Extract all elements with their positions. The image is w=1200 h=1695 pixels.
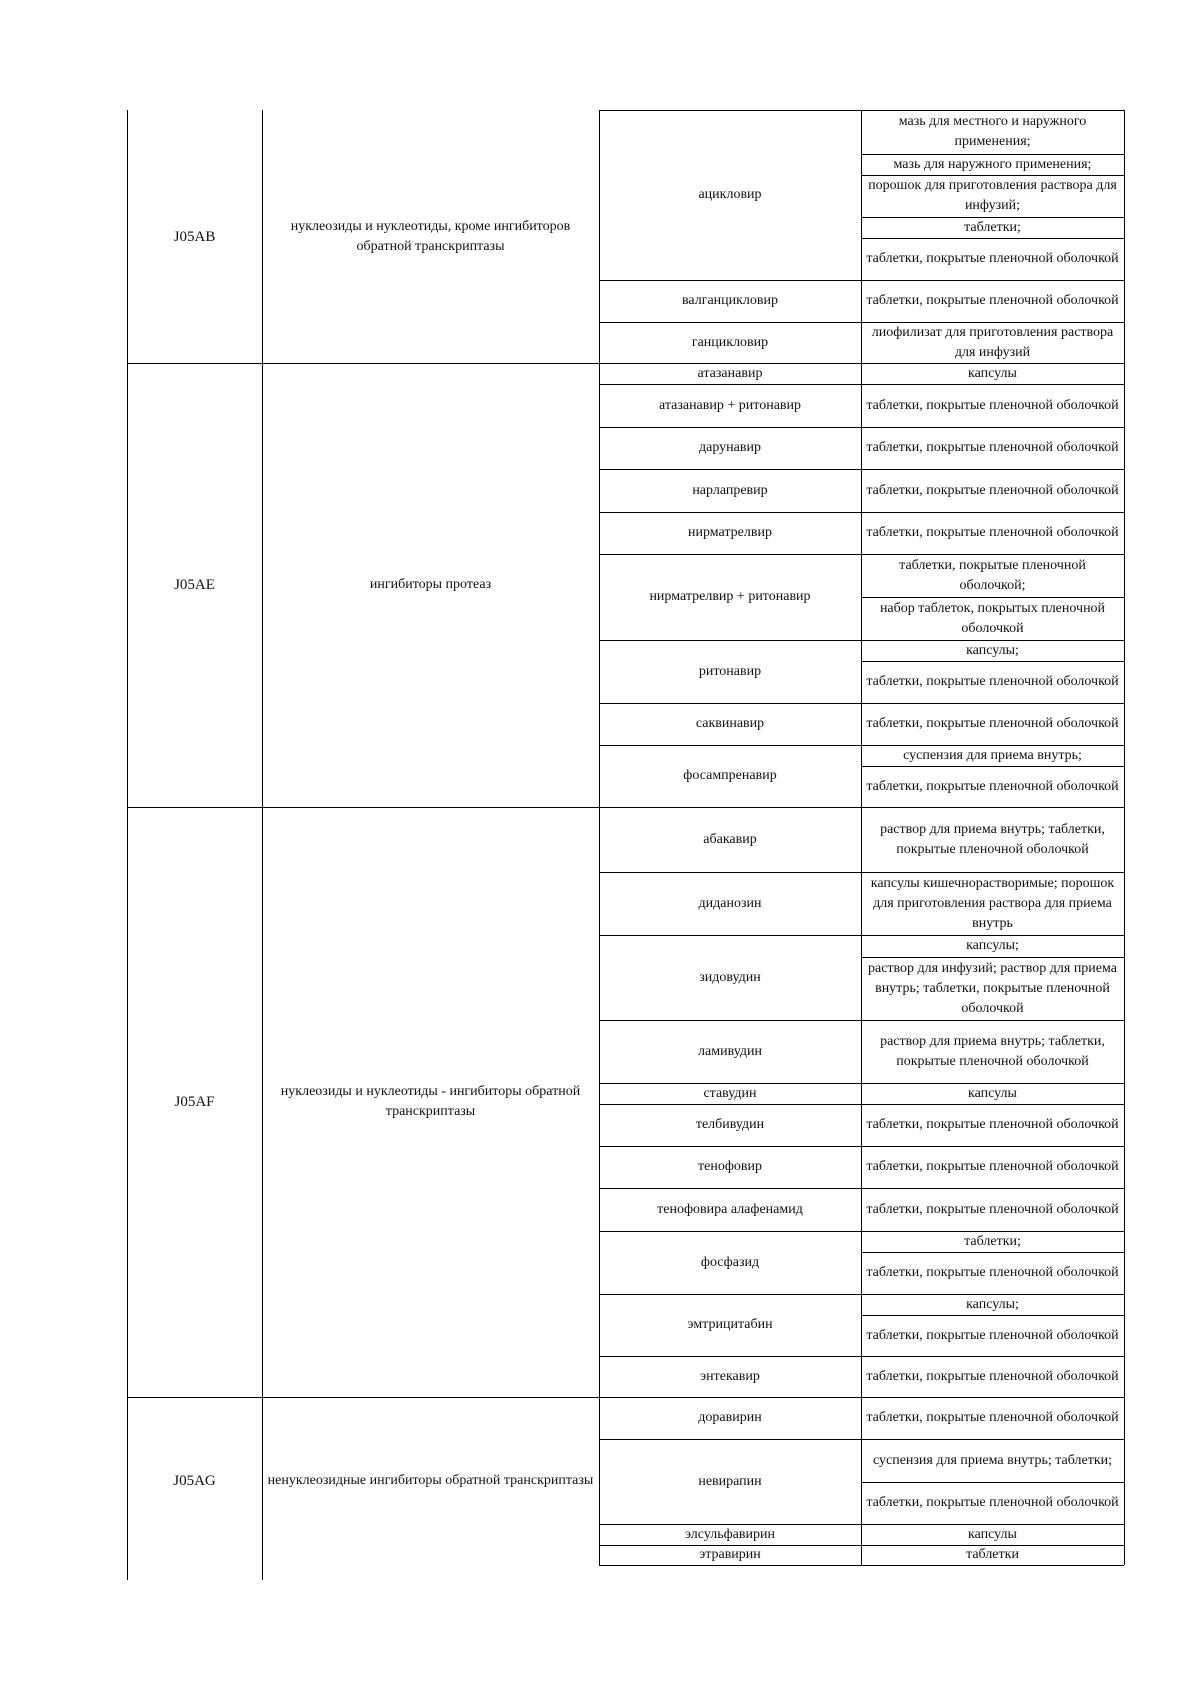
drug-name: нирматрелвир [688,525,772,540]
drug-name: атазанавир + ритонавир [658,397,802,413]
drug-name: телбивудин [695,1117,765,1132]
drug-name: энтекавир [700,1368,760,1384]
dosage-form: раствор для приема внутрь; таблетки, покрытые пленочной оболочкой [880,821,1105,857]
drug-name: фосампренавир [683,768,777,783]
drug-name: доравирин [698,1410,762,1425]
drug-name: эмтрицитабин [687,1317,773,1332]
atc-code: J05AE [174,577,215,593]
dosage-form: таблетки, покрытые пленочной оболочкой [866,525,1119,540]
dosage-form: мазь для наружного применения; [893,156,1092,172]
dosage-form: раствор для инфузий; раствор для приема внутрь; таблетки, покрытые пленочной оболочкой [867,960,1117,1016]
drug-name: дарунавир [699,440,761,455]
drug-name: ацикловир [698,187,762,202]
drug-name: саквинавир [695,716,765,731]
drug-name: валганцикловир [681,293,779,308]
dosage-form: таблетки; [964,219,1021,235]
dosage-form: раствор для приема внутрь; таблетки, покрытые пленочной оболочкой [880,1033,1105,1069]
dosage-form: капсулы [968,365,1017,381]
drug-name: фосфазид [700,1254,760,1270]
dosage-form: капсулы; [966,642,1019,658]
dosage-form: лиофилизат для приготовления раствора для инфузий [871,324,1114,360]
dosage-form: таблетки, покрытые пленочной оболочкой [866,1410,1119,1425]
dosage-form: суспензия для приема внутрь; таблетки; [872,1452,1113,1468]
dosage-form: порошок для приготовления раствора для инфузий; [868,178,1117,213]
dosage-form: таблетки, покрытые пленочной оболочкой [866,397,1119,413]
drug-name: нирматрелвир + ритонавир [649,589,811,604]
dosage-form: таблетки, покрытые пленочной оболочкой [866,293,1119,308]
drug-name: абакавир [703,831,757,847]
atc-group-name: ингибиторы протеаз [369,577,492,592]
dosage-form: таблетки, покрытые пленочной оболочкой [866,778,1119,794]
atc-group-name: нуклеозиды и нуклеотиды - ингибиторы обратной транскриптазы [280,1084,581,1119]
dosage-form: таблетки; [964,1233,1021,1249]
dosage-form: таблетки, покрытые пленочной оболочкой [866,1201,1119,1217]
dosage-form: таблетки, покрытые пленочной оболочкой [866,674,1119,689]
dosage-form: капсулы кишечнорастворимые; порошок для приготовления раствора для приема внутрь [870,875,1115,931]
dosage-form: таблетки, покрытые пленочной оболочкой; [899,557,1086,593]
drug-name: нарлапревир [692,482,768,498]
drug-name: атазанавир [697,365,763,381]
drug-name: ставудин [703,1085,757,1101]
dosage-form: набор таблеток, покрытых пленочной оболочкой [879,600,1106,636]
table-border [599,1565,1124,1566]
atc-code: J05AF [174,1094,215,1110]
dosage-form: таблетки, покрытые пленочной оболочкой [866,1327,1119,1343]
drug-name: невирапин [698,1473,762,1489]
dosage-form: таблетки, покрытые пленочной оболочкой [866,1117,1119,1132]
dosage-form: таблетки, покрытые пленочной оболочкой [866,440,1119,455]
dosage-form: таблетки, покрытые пленочной оболочкой [866,1159,1119,1174]
dosage-form: таблетки, покрытые пленочной оболочкой [866,482,1119,498]
drug-name: диданозин [698,895,762,911]
atc-group-name: ненуклеозидные ингибиторы обратной транскриптазы [267,1473,594,1488]
atc-code: J05AG [173,1473,216,1489]
dosage-form: таблетки [966,1547,1019,1562]
drug-name: ритонавир [698,663,762,679]
dosage-form: капсулы [968,1526,1017,1542]
drug-name: элсульфавирин [685,1526,775,1542]
atc-group-name: нуклеозиды и нуклеотиды, кроме ингибиторов обратной транскриптазы [290,218,571,254]
atc-code: J05AB [173,228,216,245]
drug-name: ганцикловир [691,334,769,350]
drug-name: зидовудин [699,969,761,985]
dosage-form: суспензия для приема внутрь; [903,747,1082,763]
dosage-form: таблетки, покрытые пленочной оболочкой [866,1495,1119,1510]
dosage-form: таблетки, покрытые пленочной оболочкой [866,1265,1119,1280]
drug-name: тенофовира алафенамид [657,1201,803,1217]
dosage-form: капсулы; [966,1296,1019,1312]
drug-name: ламивудин [698,1043,762,1059]
dosage-form: таблетки, покрытые пленочной оболочкой [866,1368,1119,1384]
dosage-form: капсулы [968,1085,1017,1101]
dosage-form: капсулы; [966,938,1019,953]
drug-name: тенофовир [698,1159,762,1174]
dosage-form: таблетки, покрытые пленочной оболочкой [866,251,1119,266]
drug-name: этравирин [699,1547,761,1562]
dosage-form: таблетки, покрытые пленочной оболочкой [866,716,1119,731]
dosage-form: мазь для местного и наружного применения; [898,114,1087,149]
